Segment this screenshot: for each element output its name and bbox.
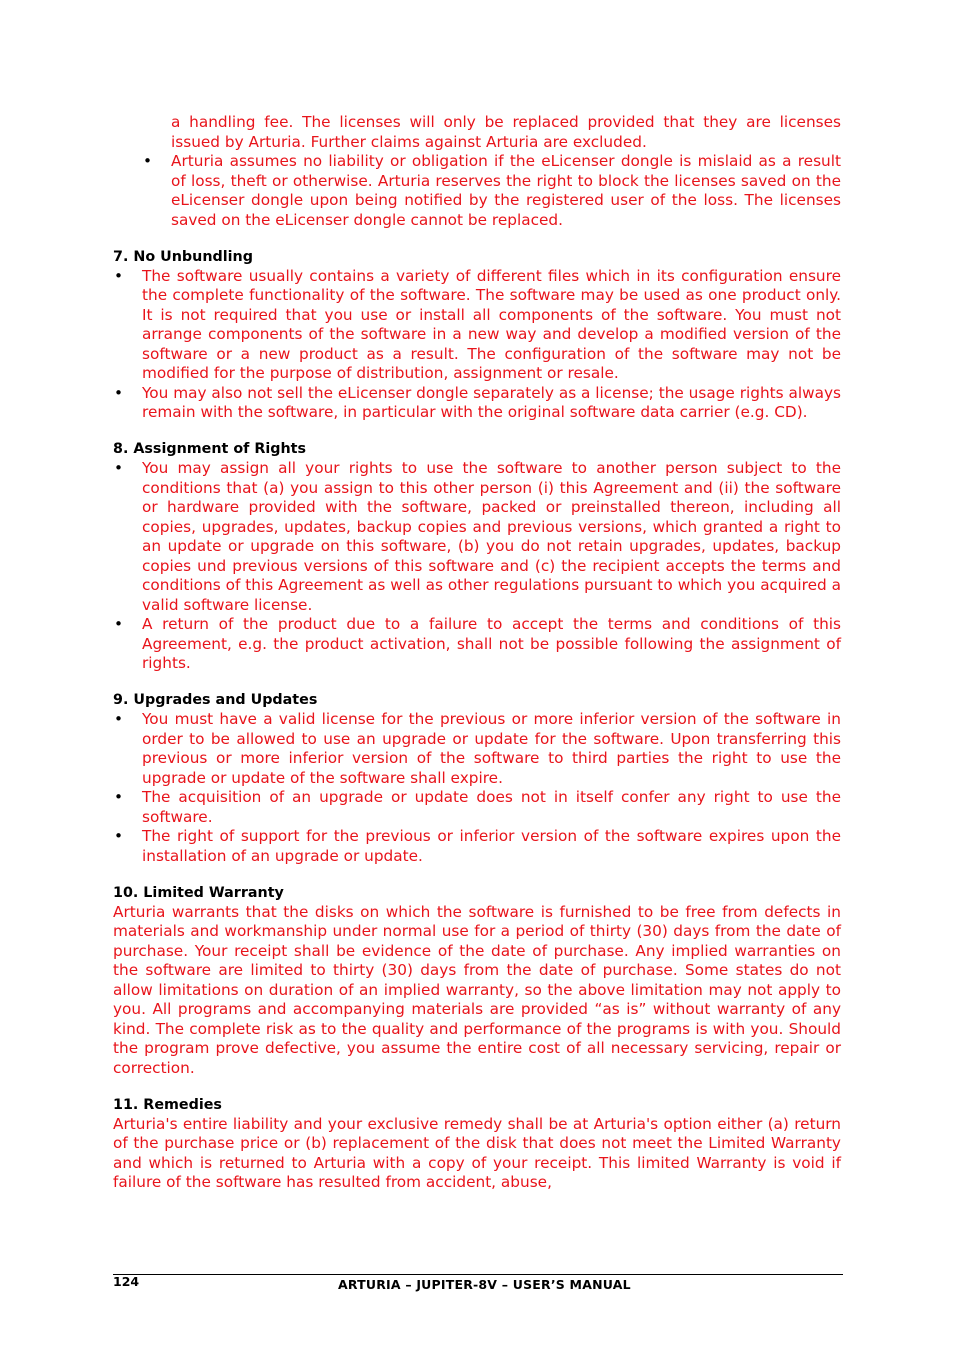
footer-divider	[113, 1274, 843, 1275]
section-heading-no-unbundling: 7. No Unbundling	[113, 248, 253, 265]
bullet-list-assignment-of-rights	[113, 459, 841, 674]
page-number: 124	[113, 1274, 140, 1289]
bullet-list-upgrades-and-updates	[113, 710, 841, 866]
continued-item-text: a handling fee. The licenses will only be replaced provided that they are licenses issued by Arturia. Further claims against Arturia are excluded.	[171, 113, 841, 151]
list-item: • The right of support for the previous or inferior version of the software expires upon the installation of an upgrade or update.	[113, 827, 841, 866]
section-heading-remedies: 11. Remedies	[113, 1096, 222, 1113]
footer-title: ARTURIA – JUPITER-8V – USER’S MANUAL	[338, 1277, 631, 1292]
section-heading-limited-warranty: 10. Limited Warranty	[113, 884, 284, 901]
bullet-list-no-unbundling	[113, 267, 841, 423]
list-item: • The acquisition of an upgrade or update does not in itself confer any right to use the software.	[113, 788, 841, 827]
paragraph-remedies: Arturia's entire liability and your exclusive remedy shall be at Arturia's option either (a) return of the purchase price or (b) replacement of the disk that does not meet the Limited Warranty and which is returned to Arturia with a copy of your receipt. This limited Warranty is void if failure of the software has resulted from accident, abuse,	[113, 1114, 841, 1191]
list-item: • A return of the product due to a failure to accept the terms and conditions of this Agreement, e.g. the product activation, shall not be possible following the assignment of rights.	[113, 615, 841, 674]
continued-bullet-list	[171, 152, 841, 230]
list-item: • You must have a valid license for the previous or more inferior version of the software in order to be allowed to use an upgrade or update for the software. Upon transferring this previous or more inferior version of the software to third parties the right to use the upgrade or update of the software shall expire.	[113, 710, 841, 788]
list-item: • You may assign all your rights to use the software to another person subject to the conditions that (a) you assign to this other person (i) this Agreement and (ii) the software or hardware provided with the software, packed or preinstalled thereon, including all copies, upgrades, updates, backup copies and previous versions, which granted a right to an update or upgrade on this software, (b) you do not retain upgrades, updates, backup copies und previous versions of this software and (c) the recipient accepts the terms and conditions of this Agreement as well as other regulations pursuant to which you acquired a valid software license.	[113, 459, 841, 615]
list-item: • Arturia assumes no liability or obligation if the eLicenser dongle is mislaid as a result of loss, theft or otherwise. Arturia reserves the right to block the licenses saved on the eLicenser dongle upon being notified by the registered user of the loss. The licenses saved on the eLicenser dongle cannot be replaced.	[171, 152, 841, 230]
list-item: • The software usually contains a variety of different files which in its configuration ensure the complete functionality of the software. The software may be used as one product only. It is not required that you use or install all components of the software. You must not arrange components of the software in a new way and develop a modified version of the software or a new product as a result. The configuration of the software may not be modified for the purpose of distribution, assignment or resale.	[113, 267, 841, 384]
page-content	[113, 113, 841, 1193]
paragraph-limited-warranty: Arturia warrants that the disks on which the software is furnished to be free from defects in materials and workmanship under normal use for a period of thirty (30) days from the date of purchase. Your receipt shall be evidence of the date of purchase. Any implied warranties on the software are limited to thirty (30) days from the date of purchase. Some states do not allow limitations on duration of an implied warranty, so the above limitation may not apply to you. All programs and accompanying materials are provided “as is” without warranty of any kind. The complete risk as to the quality and performance of the programs is with you. Should the program prove defective, you assume the entire cost of all necessary servicing, repair or correction.	[113, 902, 841, 1077]
section-heading-assignment-of-rights: 8. Assignment of Rights	[113, 441, 307, 457]
section-heading-upgrades-and-updates: 9. Upgrades and Updates	[113, 692, 318, 708]
list-item: • You may also not sell the eLicenser dongle separately as a license; the usage rights always remain with the software, in particular with the original software data carrier (e.g. CD).	[113, 384, 841, 423]
